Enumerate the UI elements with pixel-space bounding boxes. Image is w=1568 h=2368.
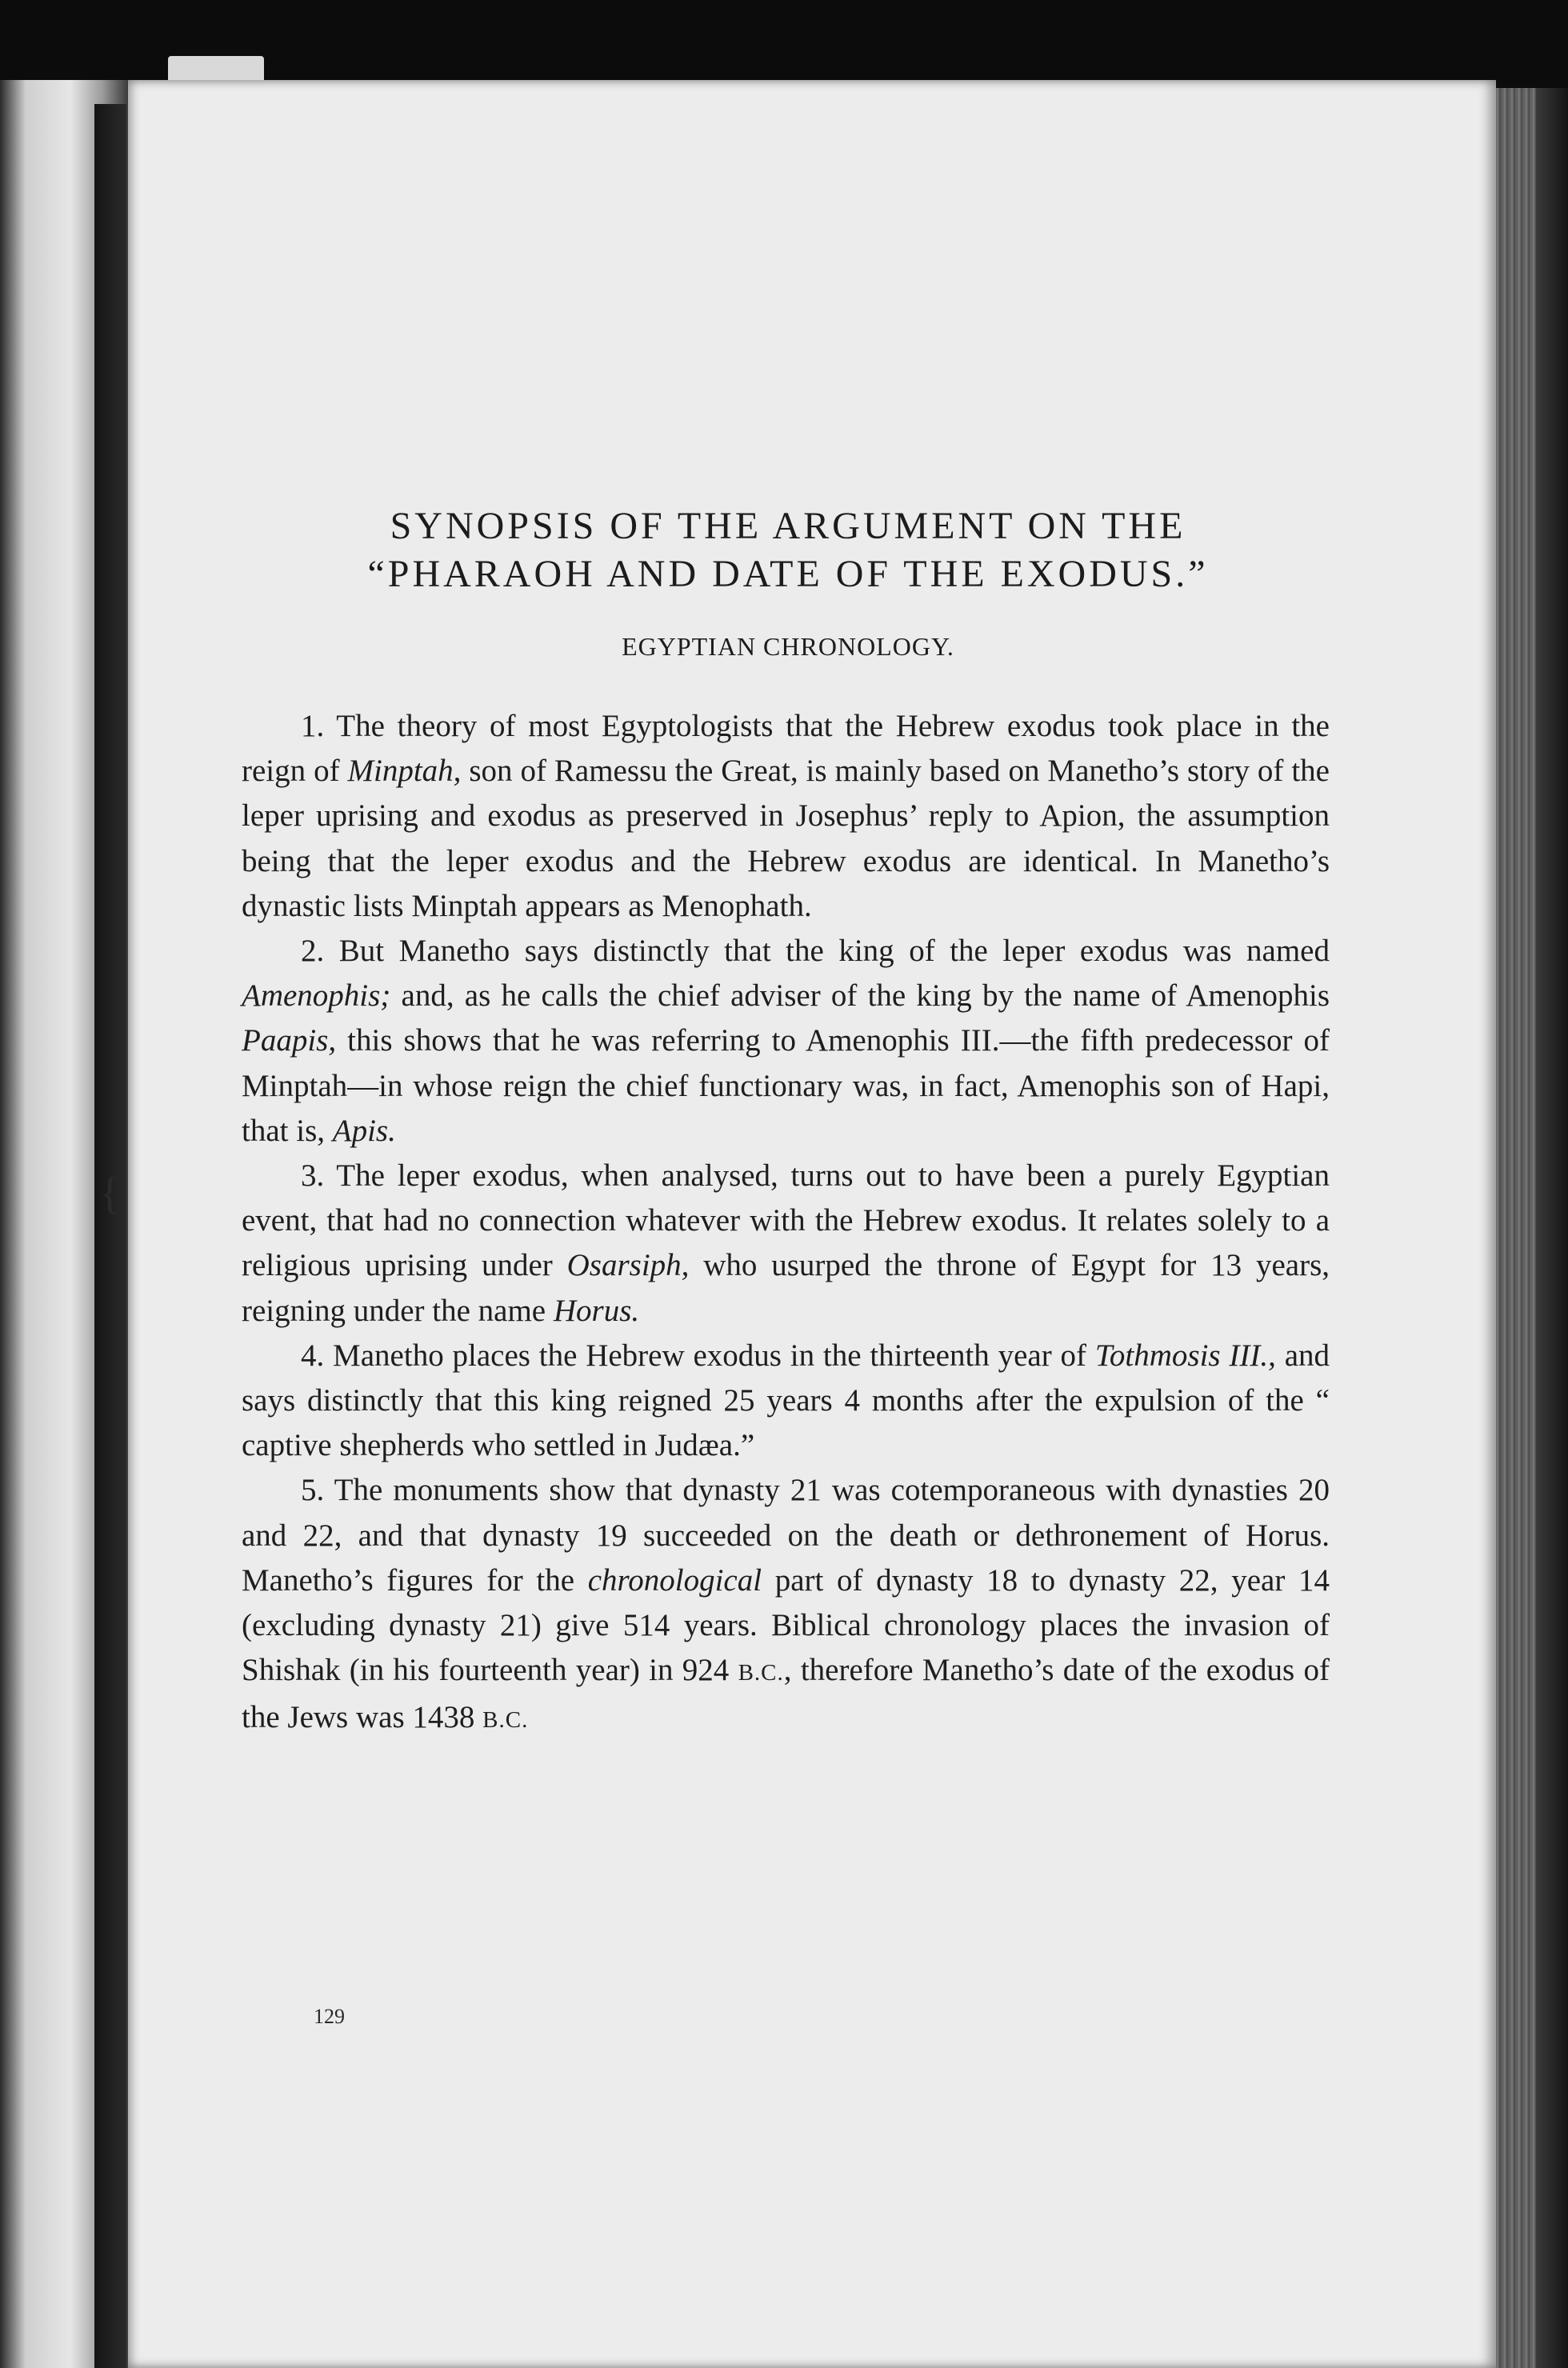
text-run: this shows that he was referring to Amenophis III.—the fifth predecessor of Minptah—in whose reign the chief functionary was, in fact, Amenophis son of Hapi, that is,	[242, 1023, 1330, 1148]
body-text	[242, 704, 1330, 1743]
page-title	[272, 502, 1304, 598]
italic-run: Osarsiph,	[566, 1248, 690, 1283]
text-run: and, as he calls the chief adviser of the king by the name of Amenophis	[390, 978, 1330, 1014]
paragraph-1	[242, 704, 1330, 929]
book-page	[128, 80, 1496, 2368]
text-run: 5. The monuments show that dynasty 21 was cotemporaneous with dynasties 20 and 22, and that dynasty 19 succeeded on the death or dethronement of Horus. Manetho’s figures for the	[242, 1473, 1330, 1598]
book-gutter-shadow	[94, 104, 126, 2368]
text-run: , therefore Manetho’s date of the exodus of the Jews was 1438	[242, 1653, 1330, 1735]
italic-run: chronological	[587, 1562, 762, 1598]
right-edge-shadow	[1536, 88, 1568, 2368]
italic-run: Apis.	[332, 1113, 396, 1148]
title-line-2: “PHARAOH AND DATE OF THE EXODUS.”	[367, 553, 1209, 595]
italic-run: Amenophis;	[242, 978, 391, 1014]
small-caps-run: B.C.	[482, 1707, 529, 1734]
small-caps-run: B.C.	[738, 1660, 784, 1686]
text-run: who usurped the throne of Egypt for 13 years, reigning under the name	[242, 1248, 1330, 1328]
text-run: 1. The theory of most Egyptologists that the Hebrew exodus took place in the reign of	[242, 709, 1330, 789]
title-line-1: SYNOPSIS OF THE ARGUMENT ON THE	[390, 505, 1186, 547]
page-number: 129	[314, 2005, 345, 2028]
italic-run: Tothmosis III.,	[1094, 1338, 1276, 1373]
text-run: part of dynasty 18 to dynasty 22, year 14 (excluding dynasty 21) give 514 years. Biblical chronology places the invasion of Shishak (in his fourteenth year) in 924	[242, 1562, 1330, 1688]
paragraph-3	[242, 1154, 1330, 1334]
text-run: 4. Manetho places the Hebrew exodus in the thirteenth year of	[301, 1338, 1095, 1373]
paragraph-5	[242, 1468, 1330, 1742]
italic-run: Paapis,	[242, 1023, 337, 1058]
marginal-bracket-mark: {	[99, 1169, 121, 1218]
text-run: son of Ramessu the Great, is mainly based on Manetho’s story of the leper uprising and exodus as preserved in Josephus’ reply to Apion, the assumption being that the leper exodus and the Hebrew exodus are identical. In Manetho’s dynastic lists Minptah appears as Menophath.	[242, 754, 1330, 923]
text-run: 2. But Manetho says distinctly that the king of the leper exodus was named	[301, 934, 1330, 969]
italic-run: Minptah,	[347, 754, 462, 789]
paragraph-4	[242, 1334, 1330, 1469]
text-run: and says distinctly that this king reigned 25 years 4 months after the expulsion of the “ captive shepherds who settled in Judæa.”	[242, 1338, 1330, 1463]
italic-run: Horus.	[553, 1293, 640, 1328]
paragraph-2	[242, 929, 1330, 1154]
section-heading: EGYPTIAN CHRONOLOGY.	[622, 632, 954, 661]
text-run: 3. The leper exodus, when analysed, turns out to have been a purely Egyptian event, that had no connection whatever with the Hebrew exodus. It relates solely to a religious uprising under	[242, 1158, 1330, 1283]
